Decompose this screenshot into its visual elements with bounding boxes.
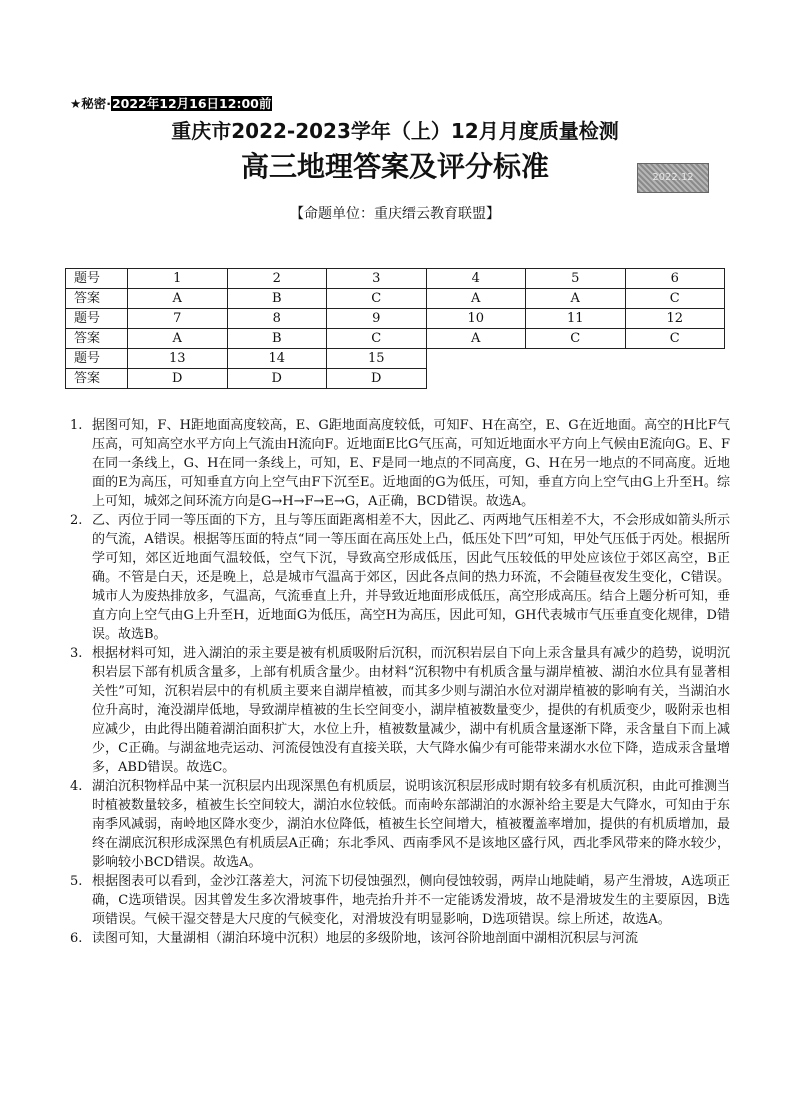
table-cell: A	[526, 289, 626, 309]
item-number: 4.	[70, 779, 83, 794]
row-label: 答案	[66, 289, 128, 309]
table-cell: A	[426, 329, 526, 349]
explanation-item	[70, 644, 730, 777]
empty-cell	[426, 349, 526, 369]
item-number: 5.	[70, 874, 83, 889]
explanation-item	[70, 929, 730, 948]
table-cell: 6	[625, 269, 725, 289]
row-label: 答案	[66, 329, 128, 349]
table-cell: C	[327, 289, 427, 309]
row-label: 答案	[66, 369, 128, 389]
explanation-item	[70, 777, 730, 872]
table-cell: A	[128, 289, 228, 309]
item-text: 乙、丙位于同一等压面的下方，且与等压面距离相差不大，因此乙、丙两地气压相差不大，不会形成如箭头所示的气流，A错误。根据等压面的特点“同一等压面在高压处上凸，低压处下凹”可知，甲处气压低于丙处。根据所学可知，郊区近地面气温较低，空气下沉，导致高空形成低压，因此气压较低的甲处应该位于郊区高空，B正确。不管是白天，还是晚上，总是城市气温高于郊区，因此各点间的热力环流，不会随昼夜发生变化，C错误。城市人为废热排放多，气温高，气流垂直上升，并导致近地面形成低压，高空形成高压。结合上题分析可知，垂直方向上空气由G上升至H，近地面G为低压，高空H为高压，因此可知，GH代表城市气压垂直变化规律，D错误。故选B。	[92, 513, 730, 642]
row-label: 题号	[66, 349, 128, 369]
table-row	[66, 269, 725, 289]
table-cell: 10	[426, 309, 526, 329]
table-cell: A	[426, 289, 526, 309]
table-cell: B	[227, 329, 327, 349]
table-cell: D	[227, 369, 327, 389]
secret-prefix: ★秘密·	[70, 96, 111, 111]
empty-cell	[625, 369, 725, 389]
item-text: 根据材料可知，进入湖泊的汞主要是被有机质吸附后沉积，而沉积岩层自下向上汞含量具有减少的趋势，说明沉积岩层下部有机质含量多，上部有机质含量少。由材料“沉积物中有机质含量与湖岸植被、湖泊水位具有显著相关性”可知，沉积岩层中的有机质主要来自湖岸植被，而其多少则与湖泊水位对湖岸植被的影响有关，当湖泊水位升高时，淹没湖岸低地，导致湖岸植被的生长空间变小，湖岸植被数量变少，提供的有机质变少，吸附汞也相应减少，由此得出随着湖泊面积扩大，水位上升，植被数量减少，湖中有机质含量逐渐下降，汞含量自下而上减少，C正确。与湖盆地壳运动、河流侵蚀没有直接关联，大气降水偏少有可能带来湖水水位下降，造成汞含量增多，ABD错误。故选C。	[92, 646, 730, 775]
table-cell: 11	[526, 309, 626, 329]
item-number: 3.	[70, 646, 83, 661]
explanation-item	[70, 416, 730, 511]
explanations	[70, 416, 730, 948]
table-cell: 2	[227, 269, 327, 289]
table-row	[66, 309, 725, 329]
table-cell: A	[128, 329, 228, 349]
table-cell: 12	[625, 309, 725, 329]
stamp-text: 2022.12	[652, 172, 694, 183]
watermark-stamp	[637, 163, 709, 193]
table-cell: 4	[426, 269, 526, 289]
author-unit: 【命题单位：重庆缙云教育联盟】	[290, 206, 500, 222]
item-text: 据图可知，F、H距地面高度较高，E、G距地面高度较低，可知F、H在高空，E、G在近地面。高空的H比F气压高，可知高空水平方向上气流由H流向F。近地面E比G气压高，可知近地面水平方向上气候由E流向G。E、F在同一条线上，G、H在同一条线上，可知，E、F是同一地点的不同高度，G、H在另一地点的不同高度。近地面的E为高压，可知垂直方向上空气由F下沉至E。近地面的G为低压，可知，垂直方向上空气由G上升至H。综上可知，城郊之间环流方向是G→H→F→E→G，A正确，BCD错误。故选A。	[92, 418, 730, 509]
document-title: 重庆市2022-2023学年（上）12月月度质量检测	[171, 119, 619, 143]
item-text: 根据图表可以看到，金沙江落差大，河流下切侵蚀强烈，侧向侵蚀较弱，两岸山地陡峭，易产生滑坡，A选项正确，C选项错误。因其曾发生多次滑坡事件，地壳抬升并不一定能诱发滑坡，故不是滑坡发生的主要原因，B选项错误。气候干湿交替是大尺度的气候变化，对滑坡没有明显影响，D选项错误。综上所述，故选A。	[92, 874, 730, 927]
table-cell: D	[128, 369, 228, 389]
document-subtitle: 高三地理答案及评分标准	[240, 150, 549, 183]
row-label: 题号	[66, 269, 128, 289]
table-cell: C	[327, 329, 427, 349]
table-row	[66, 349, 725, 369]
row-label: 题号	[66, 309, 128, 329]
table-cell: C	[625, 289, 725, 309]
explanation-item	[70, 872, 730, 929]
secret-notice	[70, 96, 272, 112]
table-cell: C	[625, 329, 725, 349]
table-cell: 5	[526, 269, 626, 289]
empty-cell	[526, 369, 626, 389]
table-cell: 7	[128, 309, 228, 329]
item-text: 读图可知，大量湖相（湖泊环境中沉积）地层的多级阶地，该河谷阶地剖面中湖相沉积层与河流	[92, 931, 639, 946]
table-cell: 8	[227, 309, 327, 329]
table-row	[66, 289, 725, 309]
table-cell: 15	[327, 349, 427, 369]
item-number: 2.	[70, 513, 83, 528]
table-row	[66, 369, 725, 389]
empty-cell	[625, 349, 725, 369]
item-number: 1.	[70, 418, 83, 433]
secret-date: 2022年12月16日12:00前	[111, 96, 272, 111]
table-cell: D	[327, 369, 427, 389]
table-cell: C	[526, 329, 626, 349]
empty-cell	[526, 349, 626, 369]
item-text: 湖泊沉积物样品中某一沉积层内出现深黑色有机质层，说明该沉积层形成时期有较多有机质沉积，由此可推测当时植被数量较多，植被生长空间较大，湖泊水位较低。而南岭东部湖泊的水源补给主要是大气降水，可知由于东南季风减弱，南岭地区降水变少，湖泊水位降低，植被生长空间增大，植被覆盖率增加，提供的有机质增加，最终在湖底沉积形成深黑色有机质层A正确；东北季风、西南季风不是该地区盛行风，西北季风带来的降水较少，影响较小BCD错误。故选A。	[92, 779, 730, 870]
table-cell: 1	[128, 269, 228, 289]
table-cell: 13	[128, 349, 228, 369]
table-row	[66, 329, 725, 349]
empty-cell	[426, 369, 526, 389]
table-cell: 9	[327, 309, 427, 329]
answer-table	[65, 268, 725, 389]
explanation-item	[70, 511, 730, 644]
table-cell: 14	[227, 349, 327, 369]
table-cell: 3	[327, 269, 427, 289]
item-number: 6.	[70, 931, 83, 946]
table-cell: B	[227, 289, 327, 309]
